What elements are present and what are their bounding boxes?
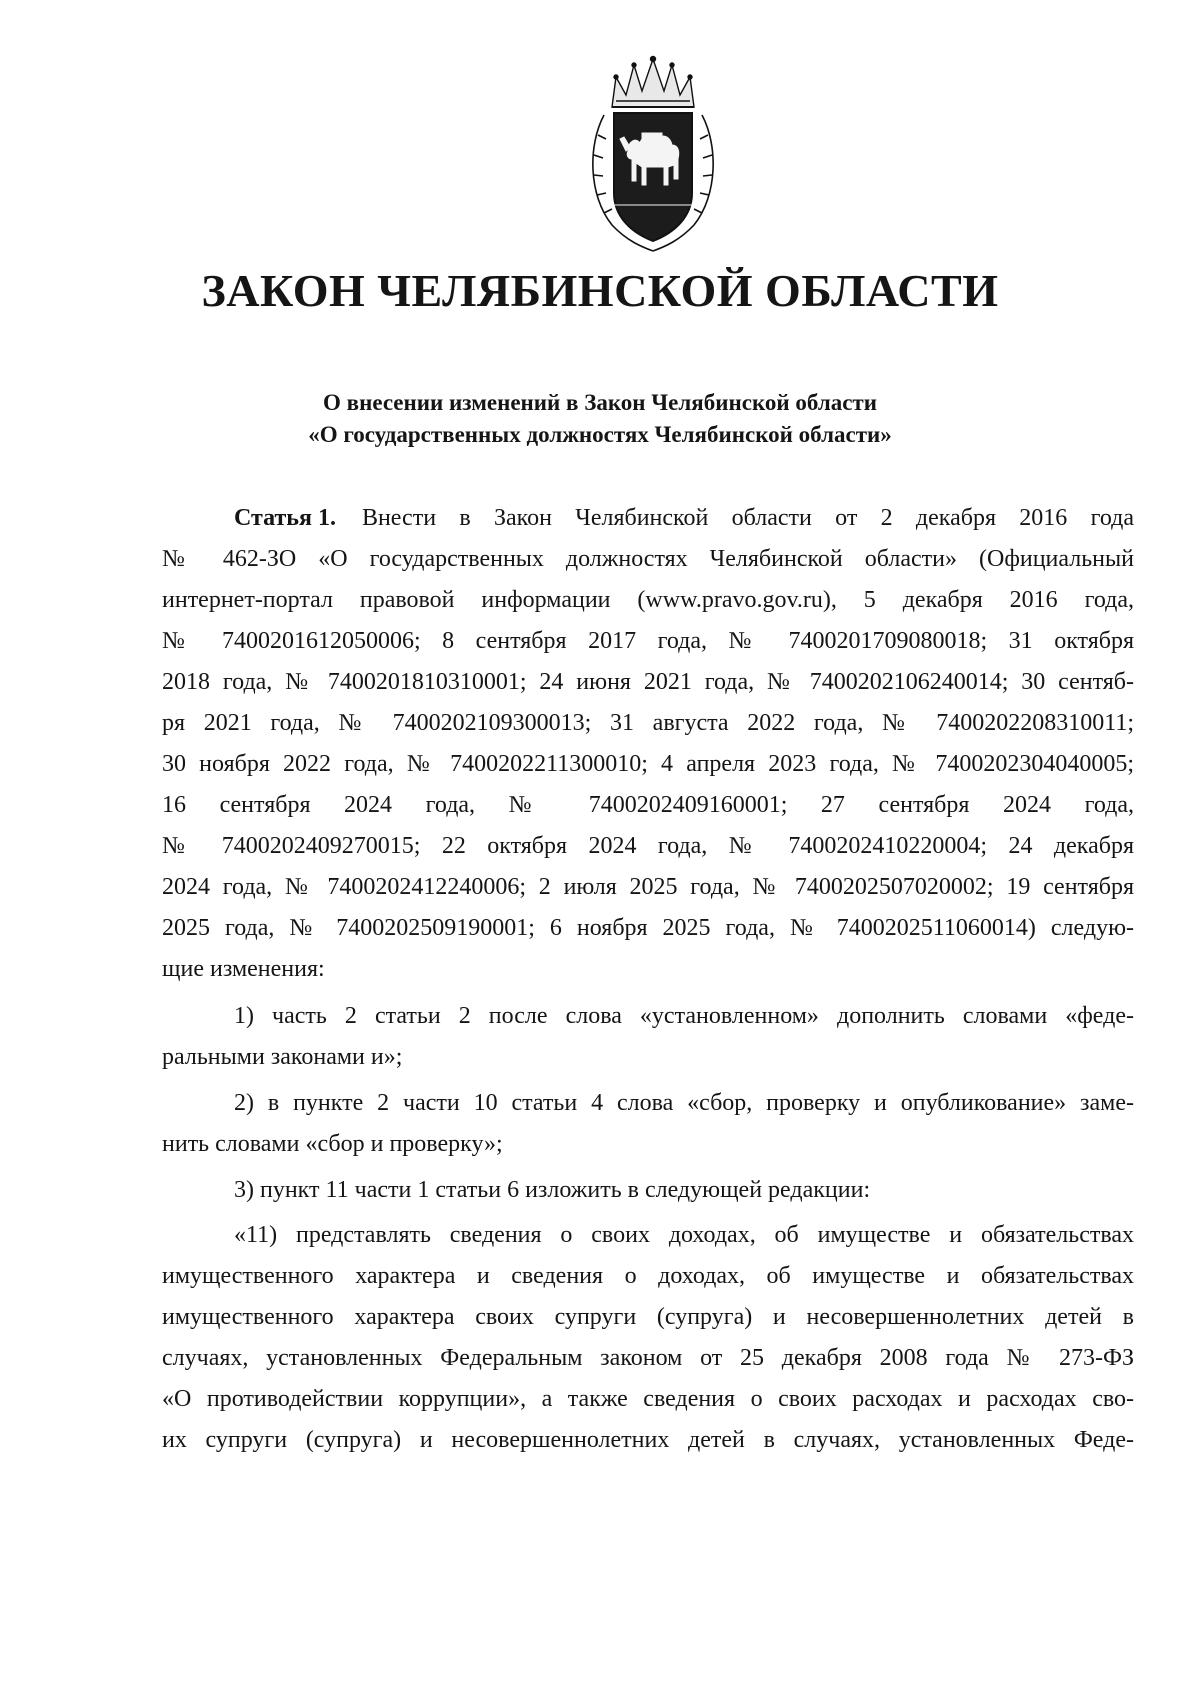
article-line: 16 сентября 2024 года, № 7400202409160001; 27 сентября 2024 года, bbox=[162, 792, 1134, 818]
shield-icon bbox=[614, 113, 692, 241]
article-line: интернет-портал правовой информации (www.pravo.gov.ru), 5 декабря 2016 года, bbox=[162, 587, 1134, 613]
quote-line: «11) представлять сведения о своих доходах, об имуществе и обязательствах bbox=[234, 1222, 1134, 1248]
article-line: № 7400201612050006; 8 сентября 2017 года, № 7400201709080018; 31 октября bbox=[162, 628, 1134, 654]
quote-line: имущественного характера своих супруги (супруга) и несовершеннолетних детей в bbox=[162, 1304, 1134, 1330]
article-line: 2025 года, № 7400202509190001; 6 ноября 2025 года, № 7400202511060014) следую- bbox=[162, 915, 1134, 941]
quote-line: имущественного характера и сведения о доходах, об имуществе и обязательствах bbox=[162, 1263, 1134, 1289]
item-3-line: 3) пункт 11 части 1 статьи 6 изложить в следующей редакции: bbox=[234, 1177, 871, 1203]
article-line: щие изменения: bbox=[162, 956, 325, 982]
article-line: ря 2021 года, № 7400202109300013; 31 августа 2022 года, № 7400202208310011; bbox=[162, 710, 1134, 736]
article-first-line-text: Внести в Закон Челябинской области от 2 декабря 2016 года bbox=[361, 505, 1134, 531]
coat-of-arms-emblem bbox=[582, 55, 724, 255]
article-line: 2024 года, № 7400202412240006; 2 июля 2025 года, № 7400202507020002; 19 сентября bbox=[162, 874, 1134, 900]
item-2-line-2: нить словами «сбор и проверку»; bbox=[162, 1131, 503, 1157]
quote-line: их супруги (супруга) и несовершеннолетних детей в случаях, установленных Феде- bbox=[162, 1427, 1134, 1453]
quote-line: «О противодействии коррупции», а также сведения о своих расходах и расходах сво- bbox=[162, 1386, 1134, 1412]
article-first-line bbox=[234, 503, 1134, 533]
item-2-line-1: 2) в пункте 2 части 10 статьи 4 слова «сбор, проверку и опубликование» заме- bbox=[234, 1090, 1134, 1116]
crown-icon bbox=[612, 57, 694, 108]
article-line: № 7400202409270015; 22 октября 2024 года, № 7400202410220004; 24 декабря bbox=[162, 833, 1134, 859]
item-1-line-2: ральными законами и»; bbox=[162, 1044, 403, 1070]
law-subtitle-line-1: О внесении изменений в Закон Челябинской области bbox=[323, 390, 877, 415]
law-subtitle-line-2: «О государственных должностях Челябинской области» bbox=[308, 422, 892, 447]
article-line: № 462-ЗО «О государственных должностях Челябинской области» (Официальный bbox=[162, 546, 1134, 572]
law-title: ЗАКОН ЧЕЛЯБИНСКОЙ ОБЛАСТИ bbox=[201, 265, 999, 316]
article-line: 30 ноября 2022 года, № 7400202211300010; 4 апреля 2023 года, № 7400202304040005; bbox=[162, 751, 1134, 777]
article-label: Статья 1. bbox=[234, 505, 336, 531]
quote-line: случаях, установленных Федеральным законом от 25 декабря 2008 года № 273-ФЗ bbox=[162, 1345, 1134, 1371]
item-1-line-1: 1) часть 2 статьи 2 после слова «установленном» дополнить словами «феде- bbox=[234, 1003, 1134, 1029]
article-line: 2018 года, № 7400201810310001; 24 июня 2021 года, № 7400202106240014; 30 сентяб- bbox=[162, 669, 1134, 695]
